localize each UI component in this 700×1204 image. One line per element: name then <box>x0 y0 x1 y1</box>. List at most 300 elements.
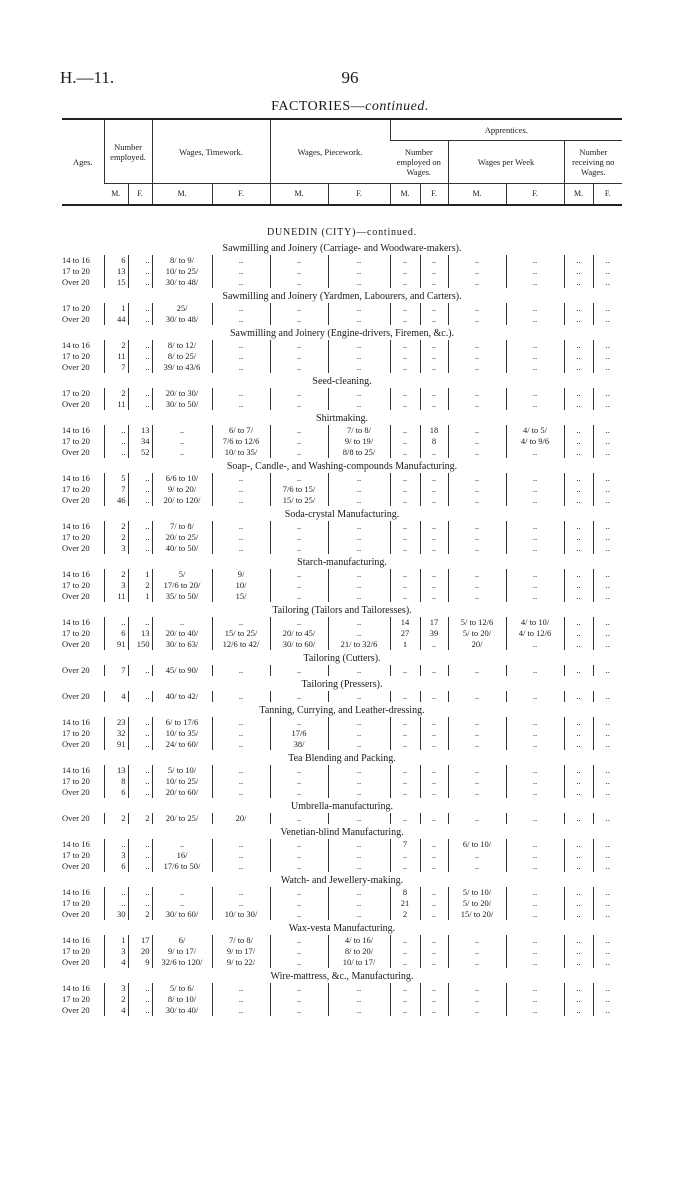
table-cell: 8/ to 20/ <box>328 946 390 957</box>
table-cell: 20/ to 30/ <box>152 388 212 399</box>
table-cell: 7/ to 8/ <box>212 935 270 946</box>
table-cell: .. <box>448 580 506 591</box>
table-cell: .. <box>420 340 448 351</box>
table-cell: .. <box>420 351 448 362</box>
table-cell: .. <box>212 266 270 277</box>
table-cell: 150 <box>128 639 152 650</box>
table-cell: .. <box>212 850 270 861</box>
table-cell: 10/ to 35/ <box>152 728 212 739</box>
table-cell: 46 <box>104 495 128 506</box>
table-cell: 21/ to 32/6 <box>328 639 390 650</box>
table-cell: 17/6 to 50/ <box>152 861 212 872</box>
table-cell: .. <box>128 887 152 898</box>
table-cell: .. <box>593 898 622 909</box>
table-cell: .. <box>270 351 328 362</box>
table-cell: .. <box>420 1005 448 1016</box>
table-cell: 34 <box>128 436 152 447</box>
table-cell: .. <box>420 787 448 798</box>
table-cell: .. <box>564 580 593 591</box>
table-cell: .. <box>212 994 270 1005</box>
table-cell: .. <box>390 957 420 968</box>
page-identifier: H.—11. <box>60 68 115 87</box>
table-cell: 20/ to 25/ <box>152 813 212 824</box>
table-cell: .. <box>564 399 593 410</box>
table-cell: .. <box>390 765 420 776</box>
table-row <box>62 351 622 362</box>
table-row <box>62 898 622 909</box>
table-row <box>62 473 622 484</box>
table-row <box>62 532 622 543</box>
table-cell: 9/ to 22/ <box>212 957 270 968</box>
table-row <box>62 617 622 628</box>
table-cell: .. <box>212 521 270 532</box>
table-cell: .. <box>593 255 622 266</box>
table-cell: .. <box>270 521 328 532</box>
table-cell: 17/6 to 20/ <box>152 580 212 591</box>
industry-section <box>62 752 622 798</box>
table-cell: 3 <box>104 946 128 957</box>
table-cell: .. <box>270 314 328 325</box>
table-row <box>62 1005 622 1016</box>
table-row <box>62 728 622 739</box>
f-header: F. <box>128 184 152 206</box>
table-cell: 17 <box>128 935 152 946</box>
table-cell: .. <box>128 399 152 410</box>
table-cell: .. <box>506 787 564 798</box>
industry-title: Soap-, Candle-, and Washing-compounds Manufacturing. <box>226 461 458 472</box>
age-group-cell: 17 to 20 <box>62 532 90 542</box>
table-cell: .. <box>328 765 390 776</box>
table-cell: .. <box>270 909 328 920</box>
f-header: F. <box>212 184 270 206</box>
table-cell: .. <box>390 266 420 277</box>
m-header: M. <box>104 184 128 206</box>
table-cell: .. <box>128 850 152 861</box>
table-row <box>62 362 622 373</box>
table-cell: .. <box>448 532 506 543</box>
table-cell: .. <box>328 983 390 994</box>
table-cell: .. <box>564 473 593 484</box>
table-cell: .. <box>104 436 128 447</box>
table-cell: .. <box>390 314 420 325</box>
table-row <box>62 340 622 351</box>
table-cell: .. <box>104 447 128 458</box>
table-cell: .. <box>506 388 564 399</box>
table-cell: .. <box>564 983 593 994</box>
table-cell: .. <box>564 898 593 909</box>
industry-section <box>62 604 622 650</box>
table-cell: 4/ to 10/ <box>506 617 564 628</box>
table-cell: .. <box>390 728 420 739</box>
table-cell: .. <box>212 340 270 351</box>
table-cell: .. <box>506 813 564 824</box>
table-cell: .. <box>448 277 506 288</box>
table-cell: .. <box>328 351 390 362</box>
table-cell: 3 <box>104 543 128 554</box>
table-cell: .. <box>420 717 448 728</box>
table-cell: .. <box>420 388 448 399</box>
table-cell: 45/ to 90/ <box>152 665 212 676</box>
table-row <box>62 628 622 639</box>
table-cell: .. <box>128 340 152 351</box>
table-cell: 8 <box>390 887 420 898</box>
table-cell: 24/ to 60/ <box>152 739 212 750</box>
table-cell: 8/ to 10/ <box>152 994 212 1005</box>
table-cell: 5/ to 20/ <box>448 898 506 909</box>
age-group-cell: 17 to 20 <box>62 388 90 398</box>
table-cell: .. <box>420 521 448 532</box>
table-cell: .. <box>104 617 128 628</box>
table-cell: .. <box>506 532 564 543</box>
table-cell: .. <box>128 255 152 266</box>
table-cell: 91 <box>104 739 128 750</box>
table-row <box>62 994 622 1005</box>
table-cell: .. <box>593 399 622 410</box>
table-cell: .. <box>420 314 448 325</box>
table-cell: .. <box>593 994 622 1005</box>
industry-rows <box>62 388 622 410</box>
industry-rows <box>62 813 622 824</box>
table-cell: 4 <box>104 691 128 702</box>
table-cell: .. <box>593 277 622 288</box>
table-cell: .. <box>270 994 328 1005</box>
table-cell: 3 <box>104 850 128 861</box>
table-cell: .. <box>128 983 152 994</box>
table-cell: .. <box>448 1005 506 1016</box>
table-cell: 11 <box>104 399 128 410</box>
industry-section <box>62 704 622 750</box>
industry-rows <box>62 255 622 288</box>
table-cell: 5/ to 10/ <box>152 765 212 776</box>
table-cell: .. <box>593 813 622 824</box>
table-row <box>62 521 622 532</box>
table-cell: .. <box>420 484 448 495</box>
age-group-cell: Over 20 <box>62 277 90 287</box>
age-group-cell: Over 20 <box>62 691 90 701</box>
table-cell: .. <box>448 255 506 266</box>
industry-section <box>62 327 622 373</box>
table-row <box>62 569 622 580</box>
table-row <box>62 277 622 288</box>
table-cell: .. <box>128 739 152 750</box>
table-cell: .. <box>128 388 152 399</box>
table-cell: 30/ to 50/ <box>152 399 212 410</box>
table-cell: .. <box>420 887 448 898</box>
table-cell: .. <box>593 362 622 373</box>
age-group-cell: Over 20 <box>62 787 90 797</box>
table-cell: .. <box>270 425 328 436</box>
table-cell: .. <box>564 887 593 898</box>
table-cell: .. <box>420 591 448 602</box>
table-cell: .. <box>593 569 622 580</box>
table-cell: .. <box>506 569 564 580</box>
table-cell: .. <box>270 787 328 798</box>
age-group-cell: 14 to 16 <box>62 839 90 849</box>
industry-rows <box>62 473 622 506</box>
table-cell: .. <box>593 351 622 362</box>
table-cell: 4/ to 5/ <box>506 425 564 436</box>
table-cell: .. <box>390 580 420 591</box>
table-cell: 2 <box>104 388 128 399</box>
table-cell: 5/ to 12/6 <box>448 617 506 628</box>
table-cell: 6 <box>104 628 128 639</box>
table-cell: 14 <box>390 617 420 628</box>
table-cell: .. <box>270 765 328 776</box>
table-cell: .. <box>506 277 564 288</box>
age-group-cell: 17 to 20 <box>62 580 90 590</box>
table-cell: 8 <box>420 436 448 447</box>
industry-rows <box>62 935 622 968</box>
table-cell: .. <box>593 983 622 994</box>
table-row <box>62 484 622 495</box>
table-cell: .. <box>506 362 564 373</box>
table-cell: .. <box>564 495 593 506</box>
table-cell: .. <box>152 425 212 436</box>
table-cell: 91 <box>104 639 128 650</box>
table-cell: .. <box>506 591 564 602</box>
table-cell: .. <box>448 691 506 702</box>
table-cell: 30/ to 60/ <box>270 639 328 650</box>
table-cell: .. <box>390 813 420 824</box>
table-cell: .. <box>448 787 506 798</box>
table-row <box>62 399 622 410</box>
table-cell: .. <box>270 436 328 447</box>
table-row <box>62 787 622 798</box>
table-cell: 2 <box>104 521 128 532</box>
table-row <box>62 691 622 702</box>
table-cell: .. <box>448 935 506 946</box>
table-cell: .. <box>328 887 390 898</box>
table-cell: .. <box>420 362 448 373</box>
table-cell: .. <box>448 776 506 787</box>
table-cell: .. <box>593 484 622 495</box>
table-cell: .. <box>593 617 622 628</box>
table-cell: .. <box>420 580 448 591</box>
table-cell: .. <box>328 898 390 909</box>
table-cell: .. <box>593 691 622 702</box>
industry-title: Venetian-blind Manufacturing. <box>280 827 404 838</box>
table-cell: 6/ <box>152 935 212 946</box>
table-cell: .. <box>448 399 506 410</box>
age-group-cell: 17 to 20 <box>62 351 90 361</box>
table-cell: .. <box>128 787 152 798</box>
table-cell: .. <box>564 839 593 850</box>
table-cell: .. <box>212 765 270 776</box>
table-cell: 9/ to 20/ <box>152 484 212 495</box>
table-cell: .. <box>564 628 593 639</box>
table-cell: .. <box>506 495 564 506</box>
table-cell: .. <box>212 399 270 410</box>
table-cell: .. <box>420 639 448 650</box>
table-row <box>62 813 622 824</box>
table-cell: .. <box>448 340 506 351</box>
table-cell: .. <box>390 665 420 676</box>
table-row <box>62 447 622 458</box>
table-cell: .. <box>128 521 152 532</box>
table-cell: 20/ <box>448 639 506 650</box>
table-cell: .. <box>506 580 564 591</box>
table-cell: .. <box>212 665 270 676</box>
table-cell: .. <box>420 813 448 824</box>
table-cell: 2 <box>104 813 128 824</box>
table-cell: .. <box>593 946 622 957</box>
age-group-cell: 17 to 20 <box>62 850 90 860</box>
table-cell: .. <box>448 351 506 362</box>
table-cell: .. <box>506 255 564 266</box>
table-cell: .. <box>420 543 448 554</box>
table-cell: .. <box>593 425 622 436</box>
table-cell: .. <box>212 739 270 750</box>
industry-rows <box>62 569 622 602</box>
table-cell: 12/6 to 42/ <box>212 639 270 650</box>
table-cell: .. <box>593 580 622 591</box>
table-row <box>62 946 622 957</box>
table-cell: .. <box>270 691 328 702</box>
table-cell: 40/ to 42/ <box>152 691 212 702</box>
industry-section <box>62 874 622 920</box>
age-group-cell: Over 20 <box>62 957 90 967</box>
table-cell: .. <box>328 521 390 532</box>
table-cell: .. <box>420 994 448 1005</box>
table-cell: .. <box>270 277 328 288</box>
table-cell: .. <box>506 898 564 909</box>
table-cell: 6/6 to 10/ <box>152 473 212 484</box>
table-cell: .. <box>328 591 390 602</box>
table-cell: .. <box>448 983 506 994</box>
table-cell: 2 <box>104 569 128 580</box>
apprentices-employed-header: Number employed on Wages. <box>390 141 448 184</box>
table-cell: .. <box>448 813 506 824</box>
table-cell: 16/ <box>152 850 212 861</box>
table-cell: 8/ to 12/ <box>152 340 212 351</box>
number-employed-header: Number employed. <box>104 119 152 184</box>
table-row <box>62 436 622 447</box>
table-cell: 15/ to 25/ <box>212 628 270 639</box>
table-cell: .. <box>328 340 390 351</box>
industry-rows <box>62 717 622 750</box>
table-cell: 6/ to 10/ <box>448 839 506 850</box>
table-cell: 1 <box>104 935 128 946</box>
table-cell: .. <box>420 957 448 968</box>
table-cell: 2 <box>390 909 420 920</box>
table-cell: 2 <box>128 813 152 824</box>
table-cell: 15 <box>104 277 128 288</box>
industry-title: Tea Blending and Packing. <box>288 753 396 764</box>
table-cell: .. <box>270 887 328 898</box>
table-cell: .. <box>270 1005 328 1016</box>
industry-section <box>62 290 622 325</box>
table-cell: .. <box>420 303 448 314</box>
table-cell: 13 <box>104 266 128 277</box>
industry-title: Soda-crystal Manufacturing. <box>284 509 400 520</box>
apprentices-no-wages-header: Number receiving no Wages. <box>564 141 622 184</box>
table-cell: .. <box>448 728 506 739</box>
table-cell: .. <box>564 850 593 861</box>
table-cell: .. <box>564 739 593 750</box>
table-cell: .. <box>506 266 564 277</box>
table-cell: .. <box>593 765 622 776</box>
table-cell: .. <box>328 728 390 739</box>
age-group-cell: Over 20 <box>62 591 90 601</box>
table-cell: .. <box>593 591 622 602</box>
table-cell: .. <box>420 765 448 776</box>
table-cell: .. <box>390 425 420 436</box>
table-cell: .. <box>420 495 448 506</box>
table-cell: .. <box>506 887 564 898</box>
table-cell: .. <box>328 787 390 798</box>
table-cell: .. <box>564 591 593 602</box>
table-cell: 5/ to 10/ <box>448 887 506 898</box>
table-row <box>62 314 622 325</box>
table-cell: .. <box>448 495 506 506</box>
table-cell: .. <box>128 839 152 850</box>
table-cell: 20/ to 60/ <box>152 787 212 798</box>
industry-rows <box>62 887 622 920</box>
table-cell: .. <box>328 665 390 676</box>
table-cell: 9/ to 19/ <box>328 436 390 447</box>
table-cell: .. <box>564 362 593 373</box>
table-cell: .. <box>390 787 420 798</box>
table-cell: .. <box>128 617 152 628</box>
table-cell: 7 <box>104 484 128 495</box>
table-cell: .. <box>328 1005 390 1016</box>
table-cell: .. <box>564 787 593 798</box>
table-row <box>62 765 622 776</box>
age-group-cell: Over 20 <box>62 639 90 649</box>
table-cell: .. <box>593 850 622 861</box>
table-row <box>62 665 622 676</box>
table-cell: .. <box>420 532 448 543</box>
table-cell: 7 <box>390 839 420 850</box>
age-group-cell: Over 20 <box>62 665 90 675</box>
industry-rows <box>62 521 622 554</box>
industry-title: Wire-mattress, &c., Manufacturing. <box>270 971 414 982</box>
table-cell: .. <box>270 543 328 554</box>
industry-section <box>62 922 622 968</box>
table-row <box>62 957 622 968</box>
table-cell: .. <box>420 728 448 739</box>
table-cell: .. <box>593 495 622 506</box>
table-cell: .. <box>270 665 328 676</box>
table-cell: .. <box>128 277 152 288</box>
table-cell: .. <box>212 787 270 798</box>
table-cell: .. <box>104 898 128 909</box>
table-cell: .. <box>270 362 328 373</box>
table-cell: .. <box>328 861 390 872</box>
industry-title: Seed-cleaning. <box>312 376 372 387</box>
industry-section <box>62 678 622 702</box>
table-cell: .. <box>270 898 328 909</box>
table-cell: .. <box>390 850 420 861</box>
table-cell: 9 <box>128 957 152 968</box>
table-cell: .. <box>212 388 270 399</box>
table-cell: .. <box>328 362 390 373</box>
table-cell: .. <box>593 473 622 484</box>
table-cell: .. <box>506 739 564 750</box>
table-cell: .. <box>448 861 506 872</box>
m-header: M. <box>448 184 506 206</box>
industry-section <box>62 826 622 872</box>
table-cell: .. <box>270 255 328 266</box>
table-cell: .. <box>564 728 593 739</box>
table-cell: 6 <box>104 255 128 266</box>
f-header: F. <box>593 184 622 206</box>
table-cell: .. <box>270 447 328 458</box>
industry-section <box>62 508 622 554</box>
table-cell: 20/ to 40/ <box>152 628 212 639</box>
table-cell: .. <box>564 776 593 787</box>
table-cell: .. <box>420 983 448 994</box>
